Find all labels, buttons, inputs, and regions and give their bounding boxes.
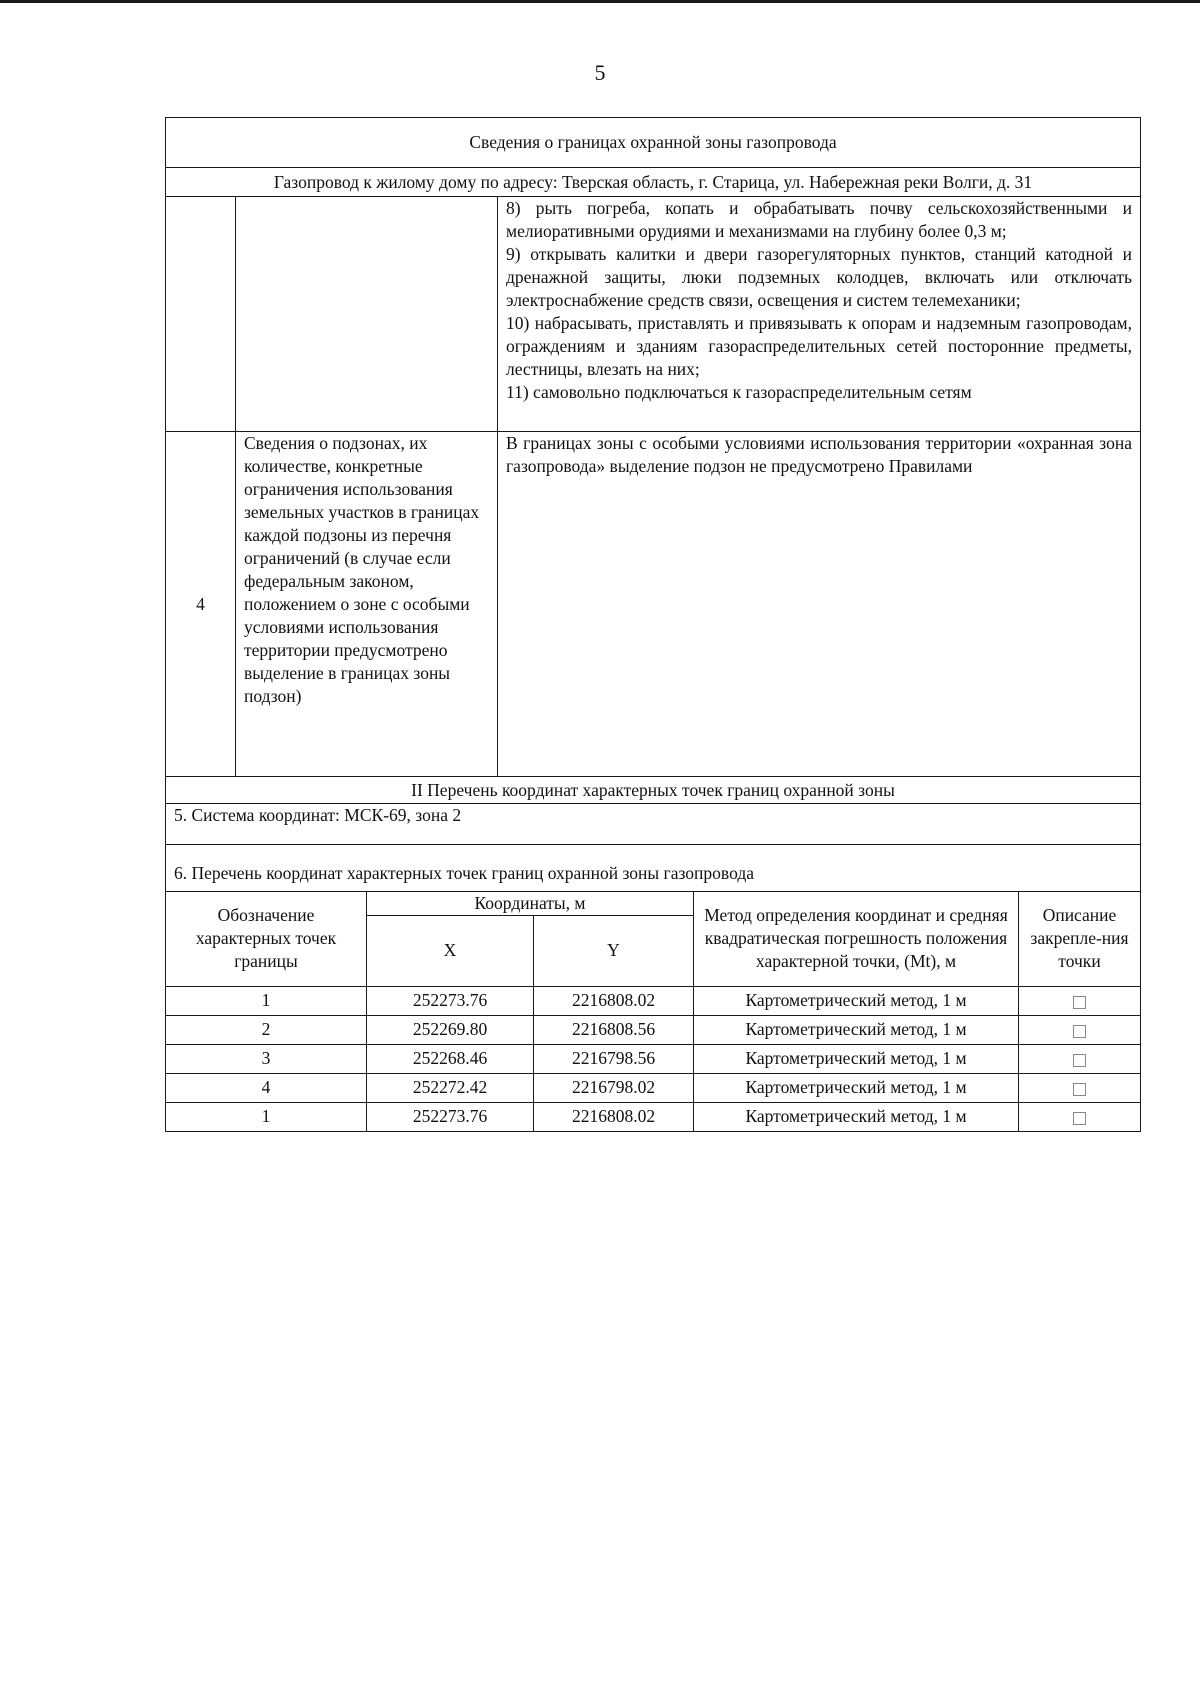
fixing-cell (1019, 1015, 1141, 1044)
section-2-title: II Перечень координат характерных точек границ охранной зоны (166, 777, 1141, 804)
coord-y: 2216808.56 (534, 1015, 694, 1044)
header-method: Метод определения координат и средняя квадратическая погрешность положения характерной точки, (Mt), м (694, 891, 1019, 986)
method: Картометрический метод, 1 м (694, 1015, 1019, 1044)
fixing-cell (1019, 1044, 1141, 1073)
restrictions-continued (498, 197, 1141, 432)
coord-y: 2216808.02 (534, 1102, 694, 1131)
table-row (166, 1044, 1141, 1073)
coord-x: 252272.42 (367, 1073, 534, 1102)
coord-y: 2216798.56 (534, 1044, 694, 1073)
empty-box-icon (1073, 996, 1086, 1009)
header-point: Обозначение характерных точек границы (166, 891, 367, 986)
fixing-cell (1019, 986, 1141, 1015)
method: Картометрический метод, 1 м (694, 1102, 1019, 1131)
page-number: 5 (594, 60, 606, 85)
header-x: X (367, 915, 534, 986)
empty-box-icon (1073, 1083, 1086, 1096)
table-row (166, 432, 1141, 777)
method: Картометрический метод, 1 м (694, 986, 1019, 1015)
method: Картометрический метод, 1 м (694, 1044, 1019, 1073)
coord-x: 252273.76 (367, 986, 534, 1015)
point-id: 4 (166, 1073, 367, 1102)
coord-y: 2216808.02 (534, 986, 694, 1015)
table-title: Сведения о границах охранной зоны газопровода (166, 118, 1141, 168)
restriction-item-10: 10) набрасывать, приставлять и привязывать к опорам и надземным газопроводам, ограждениям и зданиям газораспределительных сетей посторонние предметы, лестницы, влезать на них; (506, 313, 1133, 379)
point-id: 1 (166, 986, 367, 1015)
coordinate-system: 5. Система координат: МСК-69, зона 2 (166, 804, 1141, 845)
coord-x: 252268.46 (367, 1044, 534, 1073)
table-row (166, 197, 1141, 432)
empty-box-icon (1073, 1112, 1086, 1125)
row-number: 4 (166, 432, 236, 777)
point-id: 1 (166, 1102, 367, 1131)
document-sheet (165, 117, 1140, 1132)
restriction-item-9: 9) открывать калитки и двери газорегуляторных пунктов, станций катодной и дренажной защиты, люки подземных колодцев, включать или отключать электроснабжение средств связи, освещения и систем телемеханики; (506, 244, 1133, 310)
coord-x: 252273.76 (367, 1102, 534, 1131)
header-y: Y (534, 915, 694, 986)
fixing-cell (1019, 1102, 1141, 1131)
coord-x: 252269.80 (367, 1015, 534, 1044)
point-id: 3 (166, 1044, 367, 1073)
table-row (166, 986, 1141, 1015)
row-number-empty (166, 197, 236, 432)
empty-box-icon (1073, 1025, 1086, 1038)
coordinates-table (165, 891, 1141, 1132)
table-row (166, 1102, 1141, 1131)
scan-top-edge (0, 0, 1200, 3)
row-label-empty (236, 197, 498, 432)
method: Картометрический метод, 1 м (694, 1073, 1019, 1102)
fixing-cell (1019, 1073, 1141, 1102)
row-label: Сведения о подзонах, их количестве, конкретные ограничения использования земельных участков в границах каждой подзоны из перечня ограничений (в случае если федеральным законом, положением о зоне с особыми условиями использования территории предусмотрено выделение в границах зоны подзон) (236, 432, 498, 777)
zone-info-table (165, 117, 1141, 892)
coordinate-list-title: 6. Перечень координат характерных точек границ охранной зоны газопровода (166, 845, 1141, 892)
restriction-item-8: 8) рыть погреба, копать и обрабатывать почву сельскохозяйственными и мелиоративными орудиями и механизмами на глубину более 0,3 м; (506, 198, 1133, 241)
object-address: Газопровод к жилому дому по адресу: Тверская область, г. Старица, ул. Набережная реки Волги, д. 31 (166, 168, 1141, 197)
header-coordinates: Координаты, м (367, 891, 694, 915)
table-row (166, 1015, 1141, 1044)
row-value: В границах зоны с особыми условиями использования территории «охранная зона газопровода» выделение подзон не предусмотрено Правилами (498, 432, 1141, 777)
header-fixing: Описание закрепле-ния точки (1019, 891, 1141, 986)
point-id: 2 (166, 1015, 367, 1044)
table-row (166, 1073, 1141, 1102)
coord-y: 2216798.02 (534, 1073, 694, 1102)
restriction-item-11: 11) самовольно подключаться к газораспределительным сетям (506, 382, 972, 402)
empty-box-icon (1073, 1054, 1086, 1067)
